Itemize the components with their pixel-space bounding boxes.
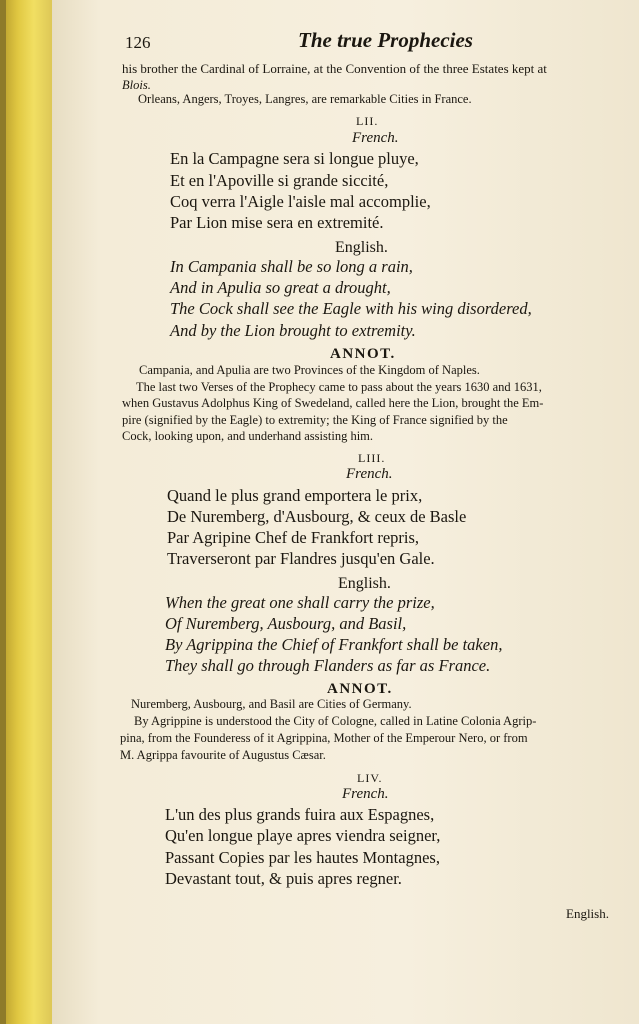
english-verse: And in Apulia so great a drought,: [170, 278, 391, 297]
english-verse: They shall go through Flanders as far as France.: [165, 656, 491, 675]
english-heading: English.: [338, 575, 391, 592]
prophecy-number: LII.: [356, 114, 379, 128]
english-verse: In Campania shall be so long a rain,: [170, 257, 413, 276]
english-verse: And by the Lion brought to extremity.: [170, 321, 416, 340]
prose-line: Orleans, Angers, Troyes, Langres, are remarkable Cities in France.: [138, 92, 472, 106]
french-verse: Passant Copies par les hautes Montagnes,: [165, 848, 440, 867]
french-verse: De Nuremberg, d'Ausbourg, & ceux de Basle: [167, 507, 467, 526]
english-verse: The Cock shall see the Eagle with his wing disordered,: [170, 299, 532, 318]
annot-line: Campania, and Apulia are two Provinces of the Kingdom of Naples.: [139, 363, 480, 377]
catchword: English.: [566, 906, 609, 921]
french-heading: French.: [346, 466, 393, 482]
french-verse: Qu'en longue playe apres viendra seigner,: [165, 826, 441, 845]
prophecy-number: LIV.: [357, 771, 383, 785]
french-verse: Devastant tout, & puis apres regner.: [165, 869, 402, 888]
annot-line: Nuremberg, Ausbourg, and Basil are Cities of Germany.: [131, 697, 412, 711]
page-number: 126: [125, 33, 151, 52]
annot-line: pina, from the Founderess of it Agrippina, Mother of the Emperour Nero, or from: [120, 731, 528, 745]
annot-heading: ANNOT.: [330, 346, 396, 362]
french-heading: French.: [352, 130, 399, 146]
french-heading: French.: [342, 786, 389, 802]
annot-line: when Gustavus Adolphus King of Swedeland, called here the Lion, brought the Em-: [122, 396, 544, 410]
french-verse: Coq verra l'Aigle l'aisle mal accomplie,: [170, 192, 431, 211]
french-verse: En la Campagne sera si longue pluye,: [170, 149, 419, 168]
english-verse: By Agrippina the Chief of Frankfort shall be taken,: [165, 635, 503, 654]
french-verse: Par Agripine Chef de Frankfort repris,: [167, 528, 420, 547]
prose-line: his brother the Cardinal of Lorraine, at the Convention of the three Estates kept at: [122, 61, 547, 76]
prose-line: Blois.: [122, 78, 151, 92]
prophecy-number: LIII.: [358, 451, 386, 465]
english-verse: When the great one shall carry the prize,: [165, 593, 435, 612]
annot-line: The last two Verses of the Prophecy came to pass about the years 1630 and 1631,: [136, 380, 542, 394]
french-verse: L'un des plus grands fuira aux Espagnes,: [165, 805, 435, 824]
annot-line: M. Agrippa favourite of Augustus Cæsar.: [120, 748, 326, 762]
french-verse: Traverseront par Flandres jusqu'en Gale.: [167, 549, 435, 568]
page-fore-edge: [0, 0, 52, 1024]
french-verse: Par Lion mise sera en extremité.: [170, 213, 384, 232]
english-heading: English.: [335, 239, 388, 256]
annot-heading: ANNOT.: [327, 681, 393, 697]
annot-line: By Agrippine is understood the City of Cologne, called in Latine Colonia Agrip-: [134, 714, 537, 728]
english-verse: Of Nuremberg, Ausbourg, and Basil,: [165, 614, 407, 633]
annot-line: pire (signified by the Eagle) to extremity; the King of France signified by the: [122, 413, 508, 427]
french-verse: Quand le plus grand emportera le prix,: [167, 486, 423, 505]
french-verse: Et en l'Apoville si grande siccité,: [170, 171, 389, 190]
running-title: The true Prophecies: [298, 28, 473, 52]
annot-line: Cock, looking upon, and underhand assisting him.: [122, 429, 374, 443]
